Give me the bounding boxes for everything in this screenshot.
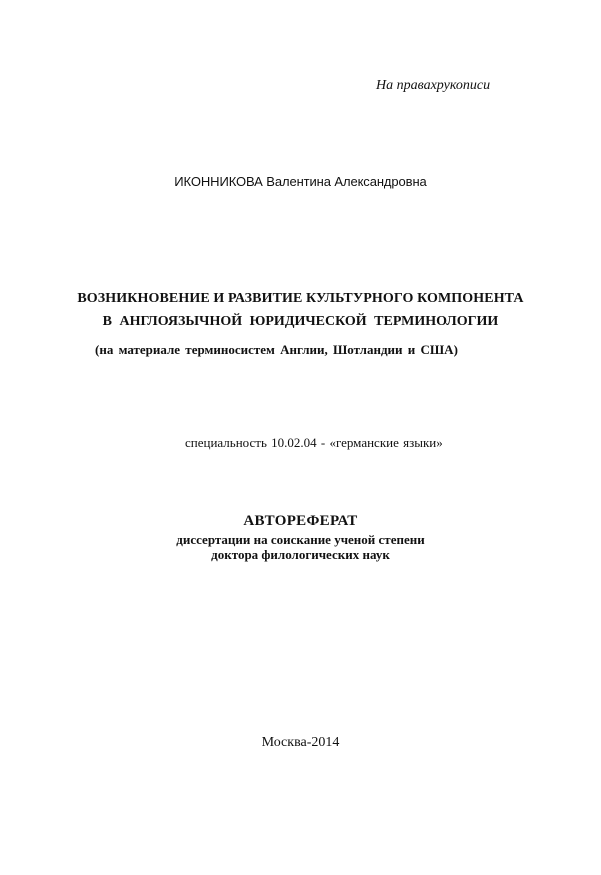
thesis-title-line-2: В АНГЛОЯЗЫЧНОЙ ЮРИДИЧЕСКОЙ ТЕРМИНОЛОГИИ [102,314,499,329]
thesis-title-line-1: ВОЗНИКНОВЕНИЕ И РАЗВИТИЕ КУЛЬТУРНОГО КОМПОНЕНТА [77,291,524,306]
author-name: ИКОННИКОВА Валентина Александровна [174,174,427,189]
rights-note: На правахрукописи [376,78,491,93]
document-description-line-2: доктора филологических наук [211,547,390,562]
city-year: Москва-2014 [261,735,340,750]
thesis-subtitle: (на материале терминосистем Англии, Шотландии и США) [95,342,458,357]
specialty-code: специальность 10.02.04 - «германские языки» [185,435,443,450]
document-description-line-1: диссертации на соискание ученой степени [176,532,425,547]
document-type: АВТОРЕФЕРАТ [243,513,358,529]
